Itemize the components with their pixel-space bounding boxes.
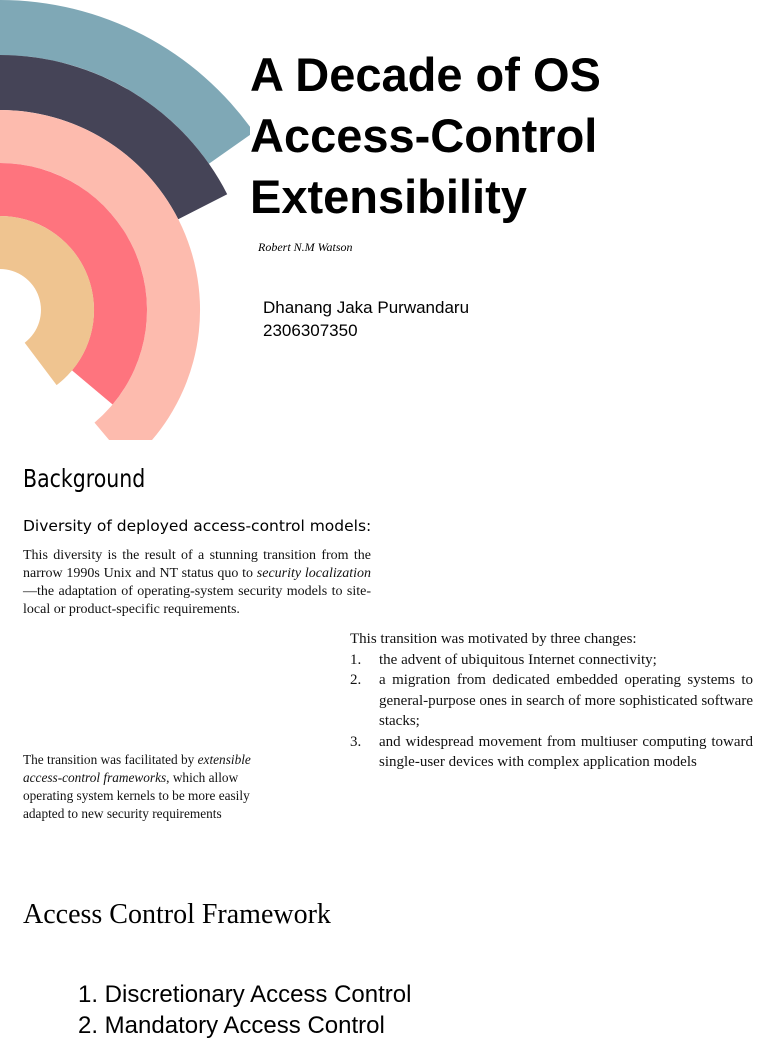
framework-text-after: , which allow operating system kernels to be more easily adapted to new security requirements bbox=[23, 770, 250, 821]
list-text: the advent of ubiquitous Internet connectivity; bbox=[379, 651, 657, 668]
list-text: and widespread movement from multiuser computing toward single-user devices with complex application models bbox=[379, 733, 753, 770]
changes-block bbox=[350, 629, 753, 773]
diversity-text-after: —the adaptation of operating-system security models to site-local or product-specific requirements. bbox=[23, 584, 371, 617]
list-number: 3. bbox=[350, 733, 362, 750]
presentation-title bbox=[250, 44, 750, 227]
list-item: 2. Mandatory Access Control bbox=[78, 1012, 385, 1039]
concentric-arcs-decoration bbox=[0, 0, 250, 440]
title-line-3: Extensibility bbox=[250, 170, 527, 223]
changes-intro: This transition was motivated by three changes: bbox=[350, 631, 637, 647]
presenter-name: Dhanang Jaka Purwandaru bbox=[263, 298, 470, 317]
framework-emphasis: extensible access-control frameworks bbox=[23, 752, 251, 785]
list-item bbox=[350, 732, 753, 773]
presenter-info bbox=[263, 296, 469, 342]
list-text: a migration from dedicated embedded operating systems to general-purpose ones in search of more sophisticated software stacks; bbox=[379, 672, 753, 729]
acf-list bbox=[78, 979, 411, 1041]
framework-text-before: The transition was facilitated by bbox=[23, 752, 198, 767]
list-item: 1. Discretionary Access Control bbox=[78, 981, 412, 1008]
presenter-id: 2306307350 bbox=[263, 321, 358, 340]
diversity-emphasis: security localization bbox=[256, 566, 371, 581]
background-slide bbox=[0, 441, 768, 861]
paper-author: Robert N.M Watson bbox=[258, 240, 353, 254]
changes-list bbox=[350, 650, 753, 773]
acf-heading: Access Control Framework bbox=[23, 899, 331, 930]
background-heading: Background bbox=[23, 464, 146, 493]
list-item bbox=[350, 670, 753, 732]
title-slide bbox=[0, 0, 768, 440]
list-item bbox=[350, 650, 753, 671]
title-line-1: A Decade of OS bbox=[250, 48, 601, 101]
diversity-text-before: This diversity is the result of a stunning transition from the narrow 1990s Unix and NT status quo to bbox=[23, 548, 371, 581]
framework-paragraph bbox=[23, 751, 291, 823]
title-line-2: Access-Control bbox=[250, 109, 598, 162]
diversity-paragraph bbox=[23, 547, 371, 619]
access-control-framework-slide bbox=[0, 861, 768, 1039]
list-number: 2. bbox=[350, 672, 362, 688]
background-subheading: Diversity of deployed access-control models: bbox=[23, 517, 372, 535]
list-number: 1. bbox=[350, 651, 362, 668]
